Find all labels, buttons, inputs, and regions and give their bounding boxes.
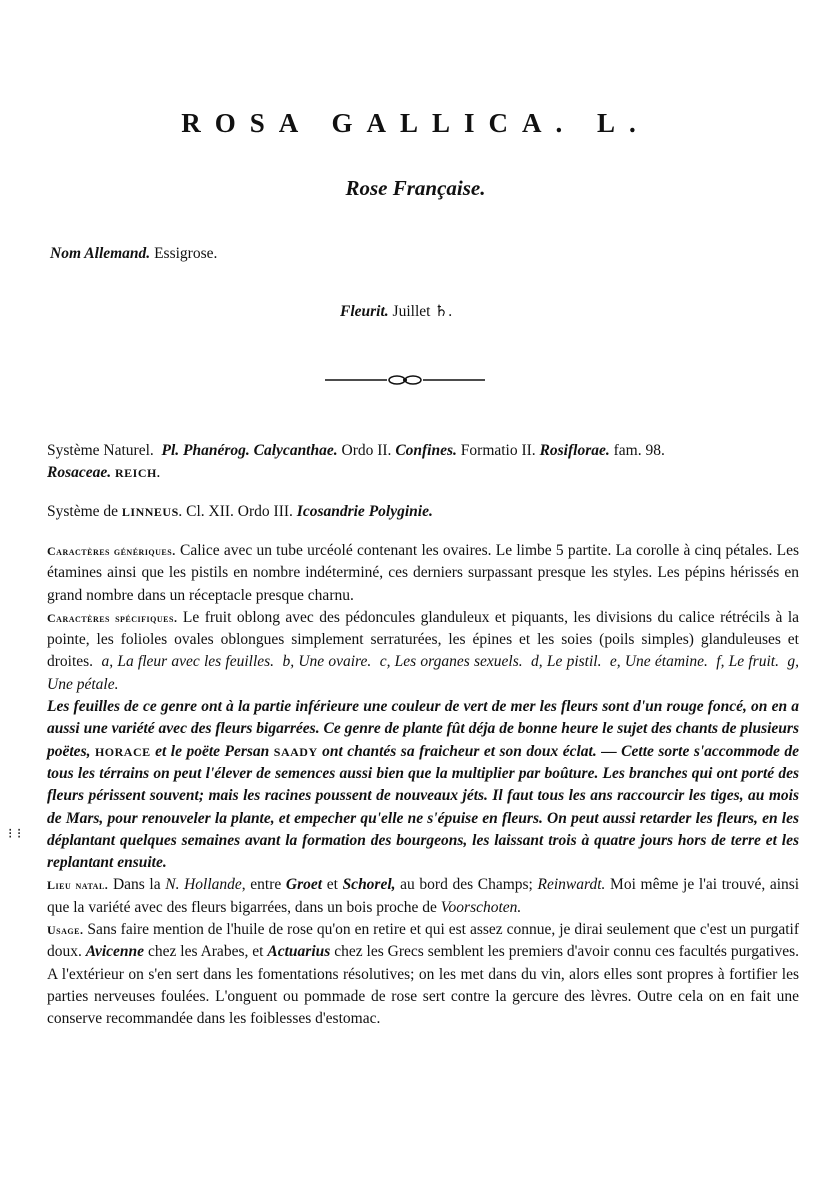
- systeme-naturel: [47, 440, 799, 485]
- usage-t3: chez les Grecs semblent les premiers d'avoir connu ces facultés purgatives. A l'extérieur on s'en sert dans les fomentations résolutives; on les met dans du vin, alors elles sont propres à fortifier les parties nerveuses foulées. L'onguent ou pommade de rose sert contre la gercure des lèvres. Outre cela on en fait une conserve recommandée dans les foiblesses d'estomac.: [47, 943, 799, 1028]
- systeme-naturel-part4: Formatio II.: [460, 442, 536, 459]
- margin-mark: ⁝ ⁝: [8, 826, 22, 842]
- italic-text-3: ont chantés sa fraicheur et son doux éclat. — Cette sorte s'accommode de tous les térrains on peut l'élever de semences aussi bien que la multiplier par boûture. Les branches qui ont porté des fleurs périssent souvent; mais les racines poussent de nouveaux jéts. Il faut tous les ans raccourcir les tiges, au mois de Mars, pour renouveler la plante, et empecher qu'elle ne s'épuise en fleurs. On peut aussi retarder les fleurs, en les déplantant quelques semaines avant la formation des bourgeons, les laissant trois à quatre jours hors de terre et les replantant ensuite.: [47, 742, 800, 872]
- systeme-linneus-part1: Cl. XII. Ordo III.: [186, 503, 293, 520]
- lieu-hollande: N. Hollande: [165, 876, 242, 894]
- lieu-natal-t4: au bord des Champs;: [400, 876, 533, 894]
- figure-a: a, La fleur avec les feuilles.: [101, 653, 275, 671]
- caracteres-specifiques: [47, 607, 799, 696]
- lieu-natal-t2: , entre: [241, 876, 282, 894]
- lieu-schorel: Schorel,: [342, 876, 396, 894]
- figure-d: d, Le pistil.: [531, 653, 602, 671]
- systeme-naturel-part1: Pl. Phanérog. Calycanthae.: [161, 442, 338, 459]
- specifiques-label: Caractères spécifiques.: [47, 610, 178, 625]
- italic-paragraph: [47, 696, 799, 874]
- nom-allemand-value: Essigrose.: [154, 245, 218, 262]
- main-text: [47, 540, 799, 1031]
- generiques-label: Caractères génériques.: [47, 544, 176, 558]
- lieu-reinwardt: Reinwardt.: [537, 876, 606, 894]
- fleurit-label: Fleurit.: [340, 303, 389, 320]
- figure-b: b, Une ovaire.: [282, 653, 372, 671]
- usage-t2: chez les Arabes, et: [147, 943, 264, 961]
- figure-g: g, Une pétale.: [47, 653, 799, 693]
- figure-f: f, Le fruit.: [716, 653, 779, 671]
- systeme-naturel-label: Système Naturel.: [47, 442, 154, 459]
- usage-avicenne: Avicenne: [85, 943, 145, 961]
- lieu-voorschoten: Voorschoten.: [440, 898, 522, 916]
- italic-text-2: et le poëte Persan: [155, 742, 270, 760]
- italic-text-1: Les feuilles de ce genre ont à la partie inférieure une couleur de vert de mer les fleurs sont d'un rouge foncé, on en a aussi une variété avec des fleurs bigarrées. Ce genre de plante fût déja de bonne heure le sujet des chants de plusieurs poëtes,: [47, 698, 799, 760]
- systeme-naturel-part6: fam. 98.: [613, 442, 665, 459]
- figure-e: e, Une étamine.: [609, 653, 708, 671]
- ornament-divider: [325, 371, 485, 389]
- systeme-naturel-part8: REICH.: [115, 466, 161, 481]
- lieu-natal: [47, 874, 799, 919]
- usage-t1: Sans faire mention de l'huile de rose qu'on en retire et qui est assez connue, je dirai seulement que c'est un purgatif doux.: [47, 921, 800, 961]
- author-horace: HORACE: [94, 744, 151, 759]
- usage-actuarius: Actuarius: [267, 943, 331, 961]
- generiques-text: Calice avec un tube urcéolé contenant les ovaires. Le limbe 5 partite. La corolle à cinq pétales. Les étamines ainsi que les pistils en nombre indéterminé, ces derniers surpassant presque les styles. Les pépins hérissés en grand nombre dans un réceptacle presque charnu.: [47, 542, 800, 604]
- lieu-natal-t3: et: [326, 876, 338, 894]
- systeme-naturel-part2: Ordo II.: [341, 442, 392, 459]
- usage: [47, 919, 799, 1030]
- usage-label: Usage.: [47, 923, 84, 938]
- systeme-naturel-part3: Confines.: [395, 442, 457, 459]
- author-saady: SAADY: [273, 744, 318, 759]
- lieu-natal-t1: Dans la: [112, 876, 161, 894]
- systeme-naturel-part7: Rosaceae.: [47, 464, 112, 482]
- systeme-naturel-part5: Rosiflorae.: [539, 442, 610, 459]
- fleurit-line: [340, 302, 452, 321]
- nom-allemand-line: [50, 245, 217, 263]
- systeme-linneus-author: LINNEUS.: [121, 505, 183, 519]
- caracteres-generiques: [47, 540, 799, 607]
- lieu-groet: Groet: [285, 876, 323, 894]
- lieu-natal-t5: Moi même je l'ai trouvé, ainsi que la variété avec des fleurs bigarrées, dans un bois proche de: [47, 876, 800, 916]
- figure-c: c, Les organes sexuels.: [379, 653, 523, 671]
- nom-allemand-label: Nom Allemand.: [50, 245, 151, 262]
- lieu-natal-label: Lieu natal.: [47, 878, 109, 893]
- systeme-linneus-part2: Icosandrie Polyginie.: [296, 503, 433, 520]
- fleurit-value: Juillet ♄.: [392, 303, 453, 320]
- systeme-linneus-label: Système de: [47, 503, 119, 520]
- specifiques-text: Le fruit oblong avec des pédoncules glanduleux et piquants, les divisions du calice rétrécils à la pointe, les folioles ovales oblongues simplement serraturées, les épines et les soies (poils simples) glanduleuses et droites.: [47, 608, 800, 671]
- page-subtitle: Rose Française.: [345, 176, 486, 200]
- systeme-linneus: [47, 501, 799, 523]
- page-title: ROSA GALLICA. L.: [181, 108, 650, 138]
